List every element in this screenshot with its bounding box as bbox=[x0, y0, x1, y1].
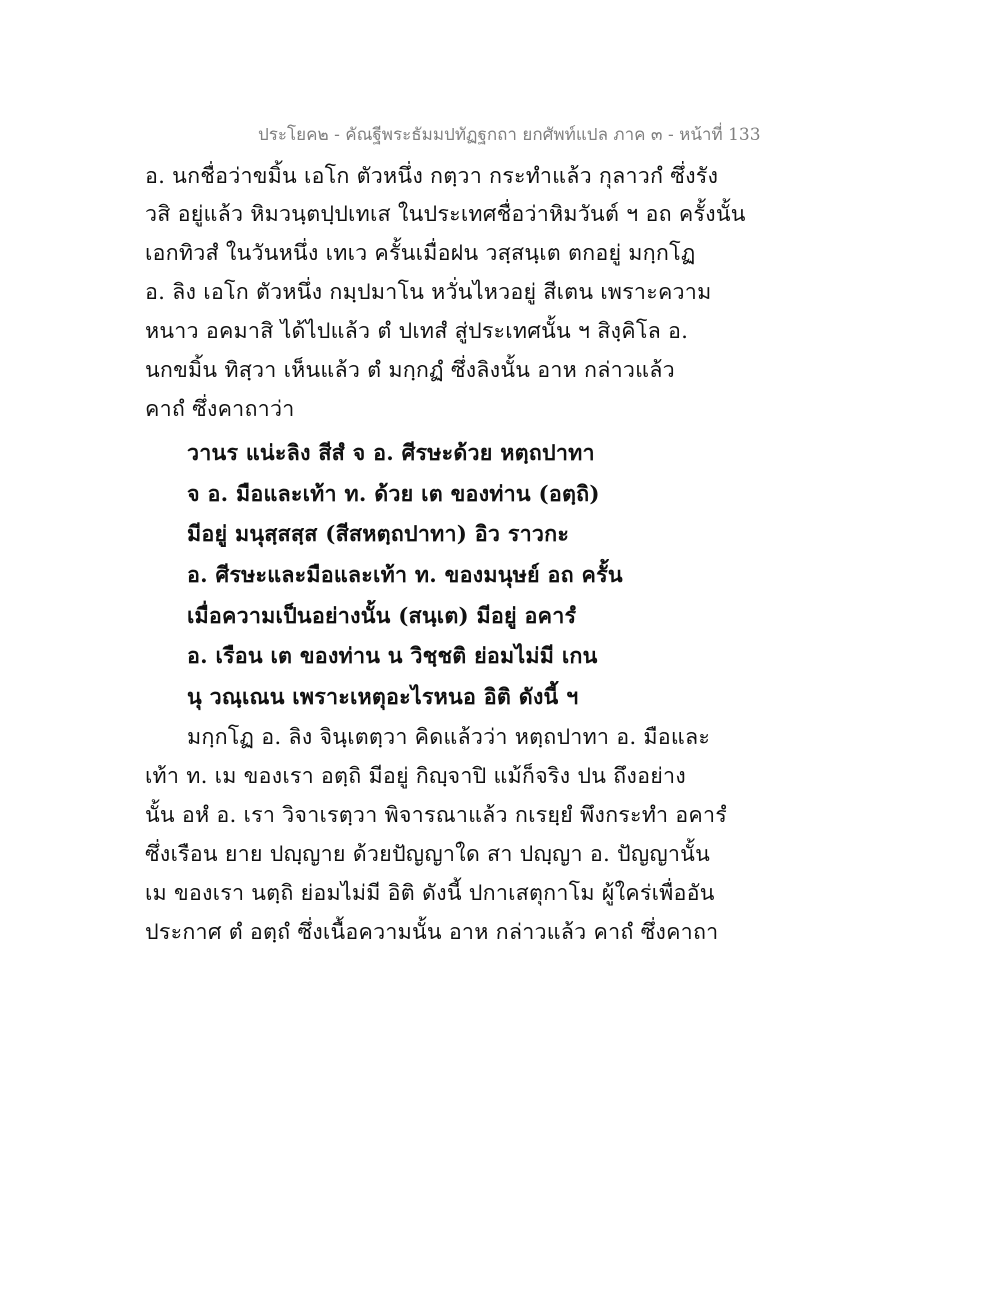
paragraph-2-line-5: เม ของเรา นตฺถิ ย่อมไม่มี อิติ ดังนี้ ปกาเสตุกาโม ผู้ใคร่เพื่ออัน bbox=[145, 881, 715, 906]
paragraph-2-line-1: มกฺกโฏ อ. ลิง จินฺเตตฺวา คิดแล้วว่า หตฺถปาทา อ. มือและ bbox=[187, 725, 711, 750]
verse-line-5: เมื่อความเป็นอย่างนั้น (สนฺเต) มีอยู่ อคารํ bbox=[187, 604, 577, 629]
paragraph-1-line-6: นกขมิ้น ทิสฺวา เห็นแล้ว ตํ มกฺกฏํ ซึ่งลิงนั้น อาห กล่าวแล้ว bbox=[145, 358, 675, 383]
verse-line-7: นุ วณฺเณน เพราะเหตุอะไรหนอ อิติ ดังนี้ ฯ bbox=[187, 685, 579, 710]
paragraph-1-line-4: อ. ลิง เอโก ตัวหนึ่ง กมฺปมาโน หวั่นไหวอยู่ สีเตน เพราะความ bbox=[145, 280, 712, 305]
paragraph-1-line-1: อ. นกชื่อว่าขมิ้น เอโก ตัวหนึ่ง กตฺวา กระทำแล้ว กุลาวกํ ซึ่งรัง bbox=[145, 164, 719, 189]
paragraph-1-line-3: เอกทิวสํ ในวันหนึ่ง เทเว ครั้นเมื่อฝน วสฺสนฺเต ตกอยู่ มกฺกโฏ bbox=[145, 241, 696, 266]
verse-line-2: จ อ. มือและเท้า ท. ด้วย เต ของท่าน (อตฺถิ) bbox=[187, 482, 600, 507]
verse-line-3: มีอยู่ มนุสฺสสฺส (สีสหตฺถปาทา) อิว ราวกะ bbox=[187, 522, 570, 547]
paragraph-2-line-3: นั้น อหํ อ. เรา วิจาเรตฺวา พิจารณาแล้ว กเรยฺยํ พึงกระทำ อคารํ bbox=[145, 803, 727, 828]
paragraph-1-line-5: หนาว อคมาสิ ได้ไปแล้ว ตํ ปเทสํ สู่ประเทศนั้น ฯ สิงฺคิโล อ. bbox=[145, 319, 689, 344]
paragraph-2-line-2: เท้า ท. เม ของเรา อตฺถิ มีอยู่ กิญฺจาปิ แม้ก็จริง ปน ถึงอย่าง bbox=[145, 764, 686, 789]
paragraph-1-line-2: วสิ อยู่แล้ว หิมวนฺตปฺปเทเส ในประเทศชื่อว่าหิมวันต์ ฯ อถ ครั้งนั้น bbox=[145, 202, 746, 227]
running-header: ประโยค๒ - คัณฐีพระธัมมปทัฏฐกถา ยกศัพท์แปล ภาค ๓ - หน้าที่ 133 bbox=[258, 125, 761, 145]
verse-line-6: อ. เรือน เต ของท่าน น วิชฺชติ ย่อมไม่มี เกน bbox=[187, 644, 598, 669]
paragraph-2-line-4: ซึ่งเรือน ยาย ปญฺญาย ด้วยปัญญาใด สา ปญฺญา อ. ปัญญานั้น bbox=[145, 842, 710, 867]
paragraph-1-line-7: คาถํ ซึ่งคาถาว่า bbox=[145, 397, 295, 422]
verse-line-4: อ. ศีรษะและมือและเท้า ท. ของมนุษย์ อถ ครั้น bbox=[187, 563, 623, 588]
verse-line-1: วานร แน่ะลิง สีสํ จ อ. ศีรษะด้วย หตฺถปาทา bbox=[187, 441, 595, 466]
paragraph-2-line-6: ประกาศ ตํ อตฺถํ ซึ่งเนื้อความนั้น อาห กล่าวแล้ว คาถํ ซึ่งคาถา bbox=[145, 920, 719, 945]
